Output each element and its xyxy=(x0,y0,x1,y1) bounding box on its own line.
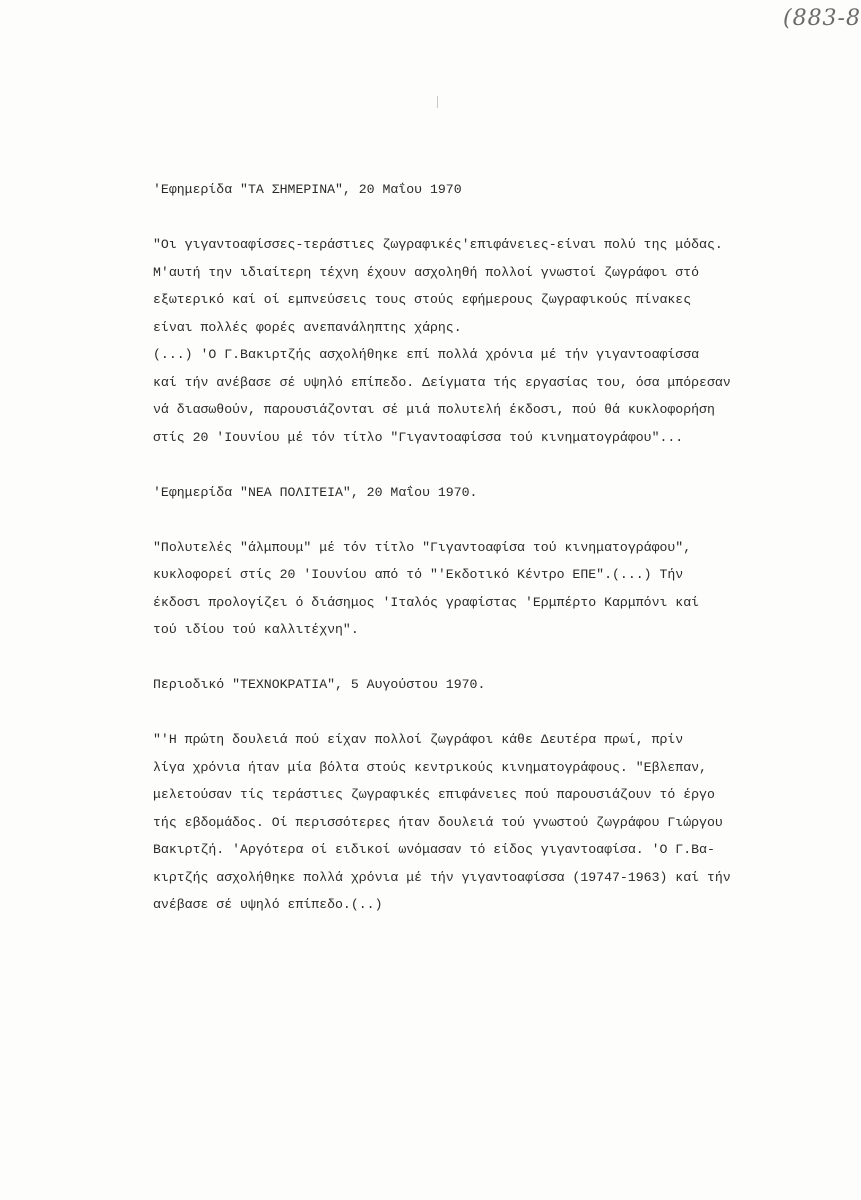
source-heading-nea-politeia: 'Εφημερίδα "ΝΕΑ ΠΟΛΙΤΕΙΑ", 20 Μαΐου 1970. xyxy=(153,484,478,500)
source-heading-ta-simerina: 'Εφημερίδα "ΤΑ ΣΗΜΕΡΙΝΑ", 20 Μαΐου 1970 xyxy=(153,182,462,197)
text-line: έκδοσι προλογίζει ό διάσημος 'Ιταλός γραφίστας 'Ερμπέρτο Καρμπόνι καί xyxy=(153,594,700,610)
text-line: νά διασωθούν, παρουσιάζονται σέ μιά πολυτελή έκδοσι, πού θά κυκλοφορήση xyxy=(153,402,715,417)
text-line: "Οι γιγαντοαφίσσες-τεράστιες ζωγραφικές'επιφάνειες-είναι πολύ της μόδας. xyxy=(153,237,723,252)
handwritten-archive-note: (883-8 xyxy=(782,6,861,31)
text-line: στίς 20 'Ιουνίου μέ τόν τίτλο "Γιγαντοαφίσσα τού κινηματογράφου"... xyxy=(153,429,684,445)
text-line: τού ιδίου τού καλλιτέχνη". xyxy=(153,622,359,637)
text-line: Βακιρτζή. 'Αργότερα οί ειδικοί ωνόμασαν τό είδος γιγαντοαφίσα. 'Ο Γ.Βα- xyxy=(153,842,715,857)
text-line: τής εβδομάδος. Οί περισσότερες ήταν δουλειά τού γνωστού ζωγράφου Γιώργου xyxy=(153,814,723,830)
text-line: κυκλοφορεί στίς 20 'Ιουνίου από τό "'Εκδοτικό Κέντρο ΕΠΕ".(...) Τήν xyxy=(153,567,684,582)
text-line: εξωτερικό καί οί εμπνεύσεις τους στούς εφήμερους ζωγραφικούς πίνακες xyxy=(153,292,692,307)
page-mark xyxy=(437,96,438,108)
document-body xyxy=(153,176,853,919)
source-heading-technokratia: Περιοδικό "ΤΕΧΝΟΚΡΑΤΙΑ", 5 Αυγούστου 1970. xyxy=(153,677,486,692)
text-line: καί τήν ανέβασε σέ υψηλό επίπεδο. Δείγματα τής εργασίας του, όσα μπόρεσαν xyxy=(153,374,731,390)
text-line: λίγα χρόνια ήταν μία βόλτα στούς κεντρικούς κινηματογράφους. "Εβλεπαν, xyxy=(153,759,707,775)
quote-technokratia xyxy=(153,726,853,919)
text-line: (...) 'Ο Γ.Βακιρτζής ασχολήθηκε επί πολλά χρόνια μέ τήν γιγαντοαφίσσα xyxy=(153,347,700,362)
text-line: "'Η πρώτη δουλειά πού είχαν πολλοί ζωγράφοι κάθε Δευτέρα πρωί, πρίν xyxy=(153,732,684,747)
text-line: ανέβασε σέ υψηλό επίπεδο.(..) xyxy=(153,897,383,912)
text-line: Μ'αυτή την ιδιαίτερη τέχνη έχουν ασχοληθή πολλοί γνωστοί ζωγράφοι στό xyxy=(153,264,700,280)
text-line: είναι πολλές φορές ανεπανάληπτης χάρης. xyxy=(153,319,462,335)
quote-nea-politeia xyxy=(153,534,853,644)
text-line: κιρτζής ασχολήθηκε πολλά χρόνια μέ τήν γιγαντοαφίσσα (19747-1963) καί τήν xyxy=(153,869,731,885)
quote-ta-simerina xyxy=(153,231,853,451)
text-line: μελετούσαν τίς τεράστιες ζωγραφικές επιφάνειες πού παρουσιάζουν τό έργο xyxy=(153,787,715,802)
text-line: "Πολυτελές "άλμπουμ" μέ τόν τίτλο "Γιγαντοαφίσα τού κινηματογράφου", xyxy=(153,539,692,555)
